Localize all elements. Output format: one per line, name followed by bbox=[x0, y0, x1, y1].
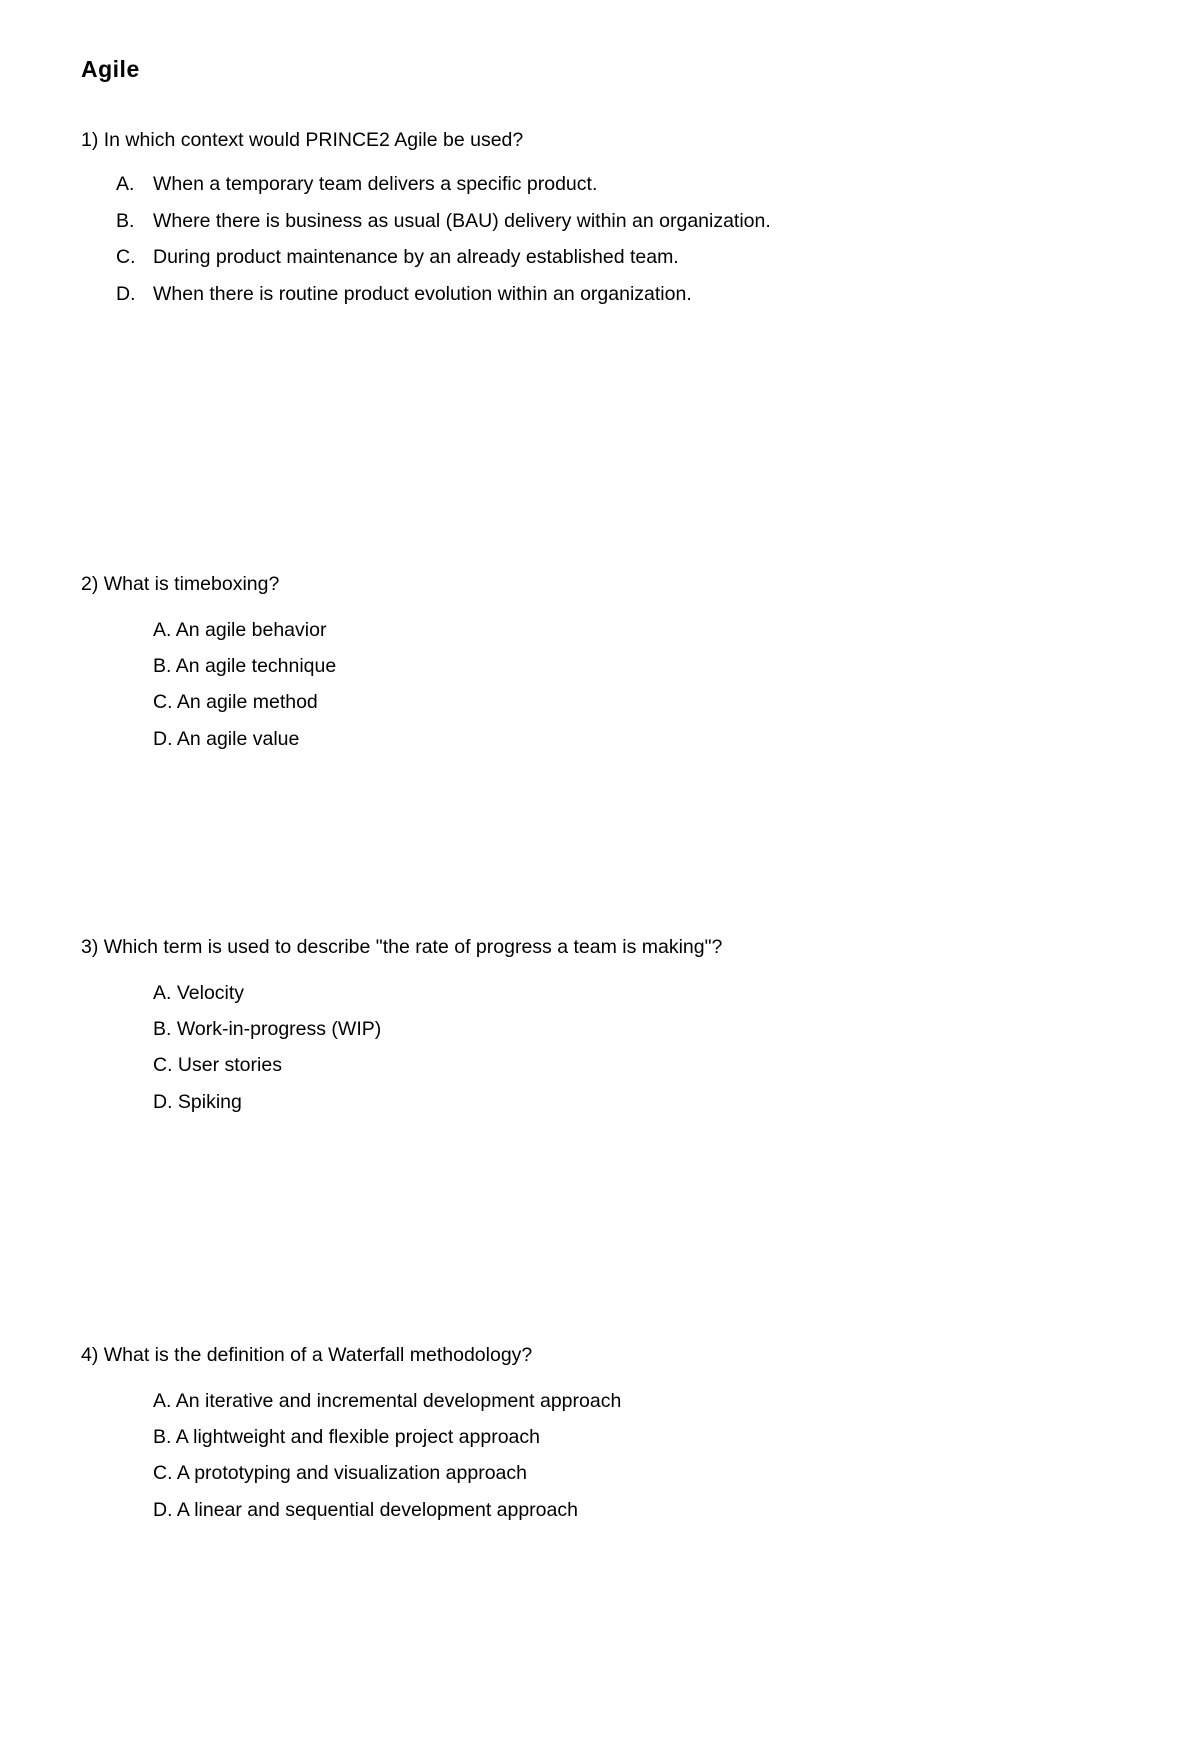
option-a[interactable]: A. Velocity bbox=[153, 982, 245, 1004]
option-letter: D. bbox=[116, 282, 136, 305]
option-text: During product maintenance by an already established team. bbox=[153, 246, 679, 268]
option-text: When a temporary team delivers a specific product. bbox=[153, 173, 598, 195]
option-letter: A. bbox=[116, 173, 135, 195]
answer-options bbox=[81, 618, 1131, 763]
option-c[interactable]: C. User stories bbox=[153, 1054, 282, 1077]
question-3 bbox=[81, 935, 1131, 1126]
option-text: Where there is business as usual (BAU) delivery within an organization. bbox=[153, 209, 771, 232]
option-a[interactable] bbox=[81, 172, 1131, 209]
question-text: 3) Which term is used to describe "the rate of progress a team is making"? bbox=[81, 936, 723, 958]
option-letter: C. bbox=[116, 246, 136, 268]
option-letter: B. bbox=[116, 209, 135, 232]
document-title: Agile bbox=[81, 56, 140, 82]
question-text: 2) What is timeboxing? bbox=[81, 573, 280, 595]
option-a[interactable]: A. An iterative and incremental development approach bbox=[153, 1390, 622, 1412]
question-4 bbox=[81, 1343, 1131, 1534]
question-2 bbox=[81, 572, 1131, 763]
option-d[interactable]: D. A linear and sequential development approach bbox=[153, 1498, 578, 1521]
answer-options bbox=[81, 981, 1131, 1126]
answer-options bbox=[81, 1389, 1131, 1534]
option-c[interactable] bbox=[81, 245, 1131, 282]
question-text: 1) In which context would PRINCE2 Agile be used? bbox=[81, 129, 524, 151]
option-c[interactable]: C. A prototyping and visualization approach bbox=[153, 1462, 527, 1485]
option-b[interactable] bbox=[81, 209, 1131, 246]
option-b[interactable]: B. An agile technique bbox=[153, 655, 337, 678]
option-d[interactable] bbox=[81, 282, 1131, 319]
question-text: 4) What is the definition of a Waterfall methodology? bbox=[81, 1344, 533, 1366]
question-1 bbox=[81, 128, 1131, 318]
option-text: When there is routine product evolution within an organization. bbox=[153, 282, 692, 305]
option-d[interactable]: D. Spiking bbox=[153, 1090, 242, 1113]
option-c[interactable]: C. An agile method bbox=[153, 691, 318, 714]
option-a[interactable]: A. An agile behavior bbox=[153, 619, 327, 641]
answer-options bbox=[81, 172, 1131, 318]
option-d[interactable]: D. An agile value bbox=[153, 727, 300, 750]
option-b[interactable]: B. A lightweight and flexible project approach bbox=[153, 1426, 541, 1449]
option-b[interactable]: B. Work-in-progress (WIP) bbox=[153, 1018, 382, 1041]
